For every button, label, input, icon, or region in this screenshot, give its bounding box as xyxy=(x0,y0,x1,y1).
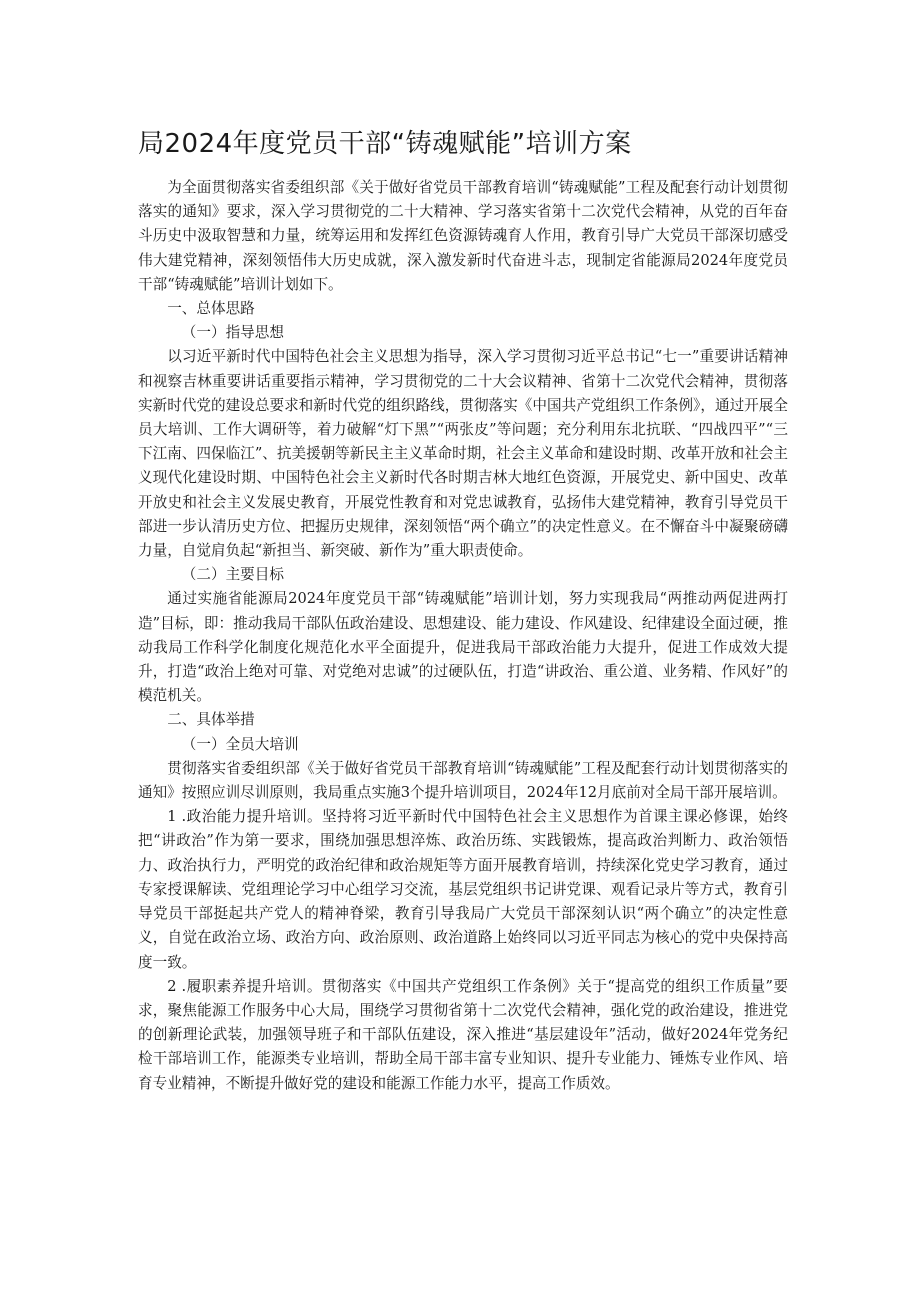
political-ability-training-paragraph: 1 .政治能力提升培训。坚持将习近平新时代中国特色社会主义思想作为首课主课必修课，始终把“讲政治”作为第一要求，围绕加强思想淬炼、政治历练、实践锻炼，提高政治判断力、政治领悟力、政治执行力，严明党的政治纪律和政治规矩等方面开展教育培训，持续深化党史学习教育，通过专家授课解读、党组理论学习中心组学习交流，基层党组织书记讲党课、观看记录片等方式，教育引导党员干部挺起共产党人的精神脊梁，教育引导我局广大党员干部深刻认识“两个确立”的决定性意义，自觉在政治立场、政治方向、政治原则、政治道路上始终同以习近平同志为核心的党中央保持高度一致。 xyxy=(138,808,788,971)
subsection-heading-all-staff-training: （一）全员大培训 xyxy=(181,735,299,753)
main-goals-paragraph: 通过实施省能源局2024年度党员干部“铸魂赋能”培训计划，努力实现我局“两推动两促进两打造”目标，即：推动我局干部队伍政治建设、思想建设、能力建设、作风建设、纪律建设全面过硬，推动我局工作科学化制度化规范化水平全面提升，促进我局干部政治能力大提升，促进工作成效大提升，打造“政治上绝对可靠、对党绝对忠诚”的过硬队伍，打造“讲政治、重公道、业务精、作风好”的模范机关。 xyxy=(138,590,788,705)
duty-performance-training-paragraph: 2 .履职素养提升培训。贯彻落实《中国共产党组织工作条例》关于“提高党的组织工作质量”要求，聚焦能源工作服务中心大局，围绕学习贯彻省第十二次党代会精神，强化党的政治建设，推进党的创新理论武装，加强领导班子和干部队伍建设，深入推进“基层建设年”活动，做好2024年党务纪检干部培训工作，能源类专业培训，帮助全局干部丰富专业知识、提升专业能力、锤炼专业作风、培育专业精神，不断提升做好党的建设和能源工作能力水平，提高工作质效。 xyxy=(138,977,788,1092)
document-page xyxy=(138,124,788,1096)
document-title: 局2024年度党员干部“铸魂赋能”培训方案 xyxy=(138,129,632,159)
guiding-ideology-paragraph: 以习近平新时代中国特色社会主义思想为指导，深入学习贯彻习近平总书记“七一”重要讲话精神和视察吉林重要讲话重要指示精神，学习贯彻党的二十大会议精神、省第十二次党代会精神，贯彻落实新时代党的建设总要求和新时代党的组织路线，贯彻落实《中国共产党组织工作条例》，通过开展全员大培训、工作大调研等，着力破解“灯下黑”“两张皮”等问题；充分利用东北抗联、“四战四平”“三下江南、四保临江”、抗美援朝等新民主主义革命时期，社会主义革命和建设时期、改革开放和社会主义现代化建设时期、中国特色社会主义新时代各时期吉林大地红色资源，开展党史、新中国史、改革开放史和社会主义发展史教育，开展党性教育和对党忠诚教育，弘扬伟大建党精神，教育引导党员干部进一步认清历史方位、把握历史规律，深刻领悟“两个确立”的决定性意义。在不懈奋斗中凝聚磅礴力量，自觉肩负起“新担当、新突破、新作为”重大职责使命。 xyxy=(138,348,788,560)
subsection-heading-main-goals: （二）主要目标 xyxy=(181,566,284,584)
intro-paragraph: 为全面贯彻落实省委组织部《关于做好省党员干部教育培训“铸魂赋能”工程及配套行动计划贯彻落实的通知》要求，深入学习贯彻党的二十大精神、学习落实省第十二次党代会精神，从党的百年奋斗历史中汲取智慧和力量，统筹运用和发挥红色资源铸魂育人作用，教育引导广大党员干部深切感受伟大建党精神，深刻领悟伟大历史成就，深入激发新时代奋进斗志，现制定省能源局2024年度党员干部“铸魂赋能”培训计划如下。 xyxy=(138,179,788,293)
section-heading-specific-measures: 二、具体举措 xyxy=(167,711,255,729)
all-staff-training-paragraph: 贯彻落实省委组织部《关于做好省党员干部教育培训“铸魂赋能”工程及配套行动计划贯彻落实的通知》按照应训尽训原则，我局重点实施3个提升培训项目，2024年12月底前对全局干部开展培训。 xyxy=(138,759,788,802)
subsection-heading-guiding-ideology: （一）指导思想 xyxy=(181,324,284,342)
section-heading-overall-approach: 一、总体思路 xyxy=(167,300,255,318)
